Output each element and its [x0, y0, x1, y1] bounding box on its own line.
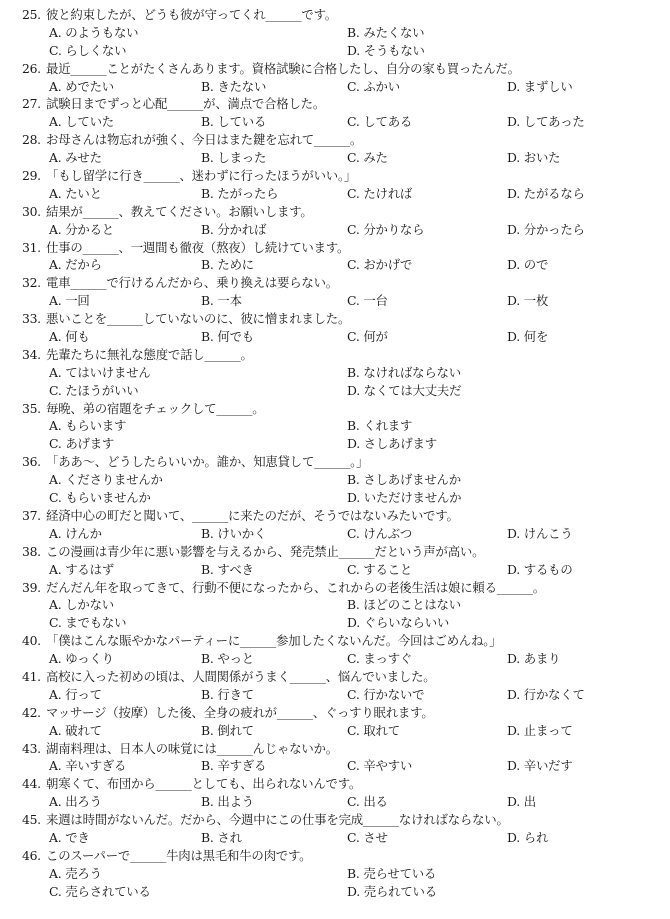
question-stem [22, 543, 668, 561]
option-row [49, 561, 668, 579]
answer-option: A. くださりませんか [49, 472, 163, 488]
answer-option: A. 何も [49, 329, 90, 345]
question-sheet [22, 6, 668, 901]
question-text: 彼と約束したが、どうも彼が守ってくれ______です。 [46, 7, 337, 22]
question-number: 45. [22, 812, 41, 828]
answer-option: B. 倒れて [201, 722, 254, 738]
answer-option: C. 取れて [347, 722, 400, 738]
answer-option: D. 行かなくて [507, 686, 585, 702]
question-item [22, 346, 668, 400]
question-text: 朝寒くて、布団から______としても、出られないんです。 [46, 776, 362, 792]
answer-option: D. ので [507, 257, 549, 273]
answer-option: C. たければ [347, 185, 413, 201]
question-text: 先輩たちに無礼な態度で話し______。 [46, 346, 253, 362]
question-item [22, 6, 668, 60]
answer-option: C. させ [347, 829, 388, 845]
question-number: 42. [22, 704, 41, 720]
answer-option: C. 分かりなら [347, 221, 425, 237]
question-item [22, 579, 668, 633]
question-stem [22, 400, 668, 418]
question-stem [22, 579, 668, 597]
answer-option: A. 出ろう [49, 794, 102, 810]
question-text: 仕事の______、一週間も徹夜（熬夜）し続けています。 [46, 239, 350, 255]
answer-option: A. てはいけません [49, 364, 151, 380]
question-number: 38. [22, 543, 41, 559]
answer-option: A. するはず [49, 561, 114, 577]
question-item [22, 632, 668, 668]
question-text: お母さんは物忘れが強く、今日はまた鍵を忘れて______。 [46, 132, 363, 148]
question-stem [22, 632, 668, 650]
question-stem [22, 167, 668, 185]
question-item [22, 274, 668, 310]
answer-option: D. られ [507, 829, 549, 845]
question-item [22, 203, 668, 239]
answer-option: B. しまった [201, 150, 267, 166]
question-number: 27. [22, 96, 41, 112]
question-text: マッサージ（按摩）した後、全身の疲れが______、ぐっすり眠れます。 [46, 704, 434, 720]
question-item [22, 507, 668, 543]
option-row [49, 24, 668, 42]
question-stem [22, 6, 668, 24]
answer-option: C. あげます [49, 436, 115, 452]
question-item [22, 310, 668, 346]
option-row [49, 793, 668, 811]
question-text: 結果が______、教えてください。お願いします。 [46, 203, 313, 219]
answer-option: B. すべき [201, 561, 254, 577]
answer-option: C. まっすぐ [347, 651, 413, 667]
question-item [22, 95, 668, 131]
option-row [49, 614, 668, 632]
answer-option: A. 辛いすぎる [49, 758, 127, 774]
answer-option: C. までもない [49, 615, 127, 631]
question-stem [22, 131, 668, 149]
answer-option: D. してあった [507, 114, 585, 130]
question-stem [22, 668, 668, 686]
answer-option: A. 分かると [49, 221, 114, 237]
option-row [49, 185, 668, 203]
answer-option: A. していた [49, 114, 114, 130]
question-number: 34. [22, 346, 41, 362]
answer-option: C. 出る [347, 794, 388, 810]
question-text: 「僕はこんな賑やかなパーティーに______参加したくないんだ。今回はごめんね。」 [46, 633, 502, 649]
option-row [49, 221, 668, 239]
answer-option: B. ほどのことはない [347, 597, 461, 613]
answer-option: B. きたない [201, 78, 267, 94]
option-row [49, 883, 668, 901]
option-row [49, 489, 668, 507]
question-number: 44. [22, 776, 41, 792]
option-row [49, 471, 668, 489]
answer-option: A. 破れて [49, 722, 102, 738]
question-stem [22, 203, 668, 221]
question-stem [22, 239, 668, 257]
answer-option: B. たがったら [201, 185, 279, 201]
answer-option: D. 売られている [347, 883, 437, 899]
question-text: 高校に入った初めの頃は、人間関係がうまく______、悩んでいました。 [46, 668, 436, 684]
option-row [49, 42, 668, 60]
question-stem [22, 507, 668, 525]
question-text: 経済中心の町だと聞いて、______に来たのだが、そうではないみたいです。 [46, 507, 459, 523]
answer-option: B. くれます [347, 418, 413, 434]
question-item [22, 668, 668, 704]
question-stem [22, 346, 668, 364]
answer-option: B. 売らせている [347, 865, 437, 881]
question-stem [22, 740, 668, 758]
answer-option: D. さしあげます [347, 436, 437, 452]
option-row [49, 650, 668, 668]
question-stem [22, 847, 668, 865]
question-number: 32. [22, 275, 41, 291]
answer-option: D. なくては大丈夫だ [347, 382, 462, 398]
question-number: 33. [22, 311, 41, 327]
question-number: 25. [22, 7, 41, 22]
option-row [49, 417, 668, 435]
answer-option: A. でき [49, 829, 90, 845]
answer-option: A. 売ろう [49, 865, 102, 881]
question-stem [22, 704, 668, 722]
option-row [49, 722, 668, 740]
option-row [49, 328, 668, 346]
question-number: 30. [22, 203, 41, 219]
answer-option: A. けんか [49, 525, 102, 541]
option-row [49, 686, 668, 704]
question-text: 電車______で行けるんだから、乗り換えは要らない。 [46, 275, 338, 291]
question-text: だんだん年を取ってきて、行動不便になったから、これからの老後生活は娘に頼る______。 [46, 579, 545, 595]
answer-option: C. 辛やすい [347, 758, 413, 774]
question-item [22, 543, 668, 579]
question-text: このスーパーで______牛肉は黒毛和牛の肉です。 [46, 847, 312, 863]
answer-option: B. 辛すぎる [201, 758, 267, 774]
answer-option: C. らしくない [49, 42, 127, 58]
question-text: 「ああ～、どうしたらいいか。誰か、知恵貸して______。」 [46, 454, 369, 470]
answer-option: A. しかない [49, 597, 114, 613]
question-number: 26. [22, 60, 41, 76]
answer-option: A. みせた [49, 150, 102, 166]
answer-option: A. たいと [49, 185, 102, 201]
question-stem [22, 310, 668, 328]
question-number: 39. [22, 579, 41, 595]
question-stem [22, 274, 668, 292]
option-row [49, 865, 668, 883]
answer-option: D. 止まって [507, 722, 573, 738]
question-number: 28. [22, 132, 41, 148]
answer-option: D. おいた [507, 150, 561, 166]
answer-option: C. 行かないで [347, 686, 425, 702]
option-row [49, 596, 668, 614]
answer-option: D. あまり [507, 651, 561, 667]
answer-option: D. 辛いだす [507, 758, 573, 774]
option-row [49, 829, 668, 847]
question-number: 31. [22, 239, 41, 255]
answer-option: A. もらいます [49, 418, 127, 434]
question-item [22, 239, 668, 275]
question-number: 41. [22, 668, 41, 684]
answer-option: C. けんぶつ [347, 525, 413, 541]
question-text: 毎晩、弟の宿題をチェックして______。 [46, 400, 265, 416]
question-item [22, 167, 668, 203]
answer-option: B. ために [201, 257, 254, 273]
option-row [49, 149, 668, 167]
answer-option: B. している [201, 114, 267, 130]
answer-option: A. 行って [49, 686, 102, 702]
question-stem [22, 775, 668, 793]
question-stem [22, 60, 668, 78]
answer-option: D. いただけませんか [347, 490, 462, 506]
answer-option: B. さしあげませんか [347, 472, 461, 488]
question-item [22, 60, 668, 96]
answer-option: B. みたくない [347, 24, 425, 40]
answer-option: D. まずしい [507, 78, 573, 94]
answer-option: A. ゆっくり [49, 651, 114, 667]
question-item [22, 811, 668, 847]
answer-option: A. のようもない [49, 24, 139, 40]
question-stem [22, 95, 668, 113]
question-item [22, 775, 668, 811]
option-row [49, 382, 668, 400]
question-item [22, 704, 668, 740]
answer-option: C. おかげで [347, 257, 413, 273]
answer-option: B. やっと [201, 651, 254, 667]
answer-option: C. 売らされている [49, 883, 151, 899]
answer-option: B. 行きて [201, 686, 254, 702]
question-number: 37. [22, 507, 41, 523]
answer-option: A. 一回 [49, 293, 90, 309]
question-text: 来週は時間がないんだ。だから、今週中にこの仕事を完成______なければならない。 [46, 812, 509, 828]
question-number: 35. [22, 400, 41, 416]
question-number: 40. [22, 633, 41, 649]
option-row [49, 757, 668, 775]
answer-option: D. そうもない [347, 42, 425, 58]
question-item [22, 453, 668, 507]
question-item [22, 400, 668, 454]
answer-option: D. するもの [507, 561, 573, 577]
answer-option: B. 分かれば [201, 221, 267, 237]
answer-option: D. たがるなら [507, 185, 585, 201]
answer-option: B. 出よう [201, 794, 254, 810]
answer-option: B. なければならない [347, 364, 461, 380]
option-row [49, 78, 668, 96]
answer-option: C. ふかい [347, 78, 400, 94]
answer-option: C. してある [347, 114, 413, 130]
question-text: 湖南料理は、日本人の味覚には______んじゃないか。 [46, 740, 338, 756]
answer-option: A. めでたい [49, 78, 114, 94]
question-number: 43. [22, 740, 41, 756]
option-row [49, 364, 668, 382]
question-item [22, 847, 668, 901]
option-row [49, 525, 668, 543]
question-stem [22, 453, 668, 471]
option-row [49, 435, 668, 453]
question-text: 最近______ことがたくさんあります。資格試験に合格したし、自分の家も買ったんだ。 [46, 60, 520, 76]
option-row [49, 113, 668, 131]
answer-option: C. 一台 [347, 293, 388, 309]
answer-option: D. ぐらいならいい [347, 615, 450, 631]
question-item [22, 131, 668, 167]
answer-option: B. され [201, 829, 242, 845]
question-text: 「もし留学に行き______、迷わずに行ったほうがいい。」 [46, 168, 357, 184]
answer-option: D. けんこう [507, 525, 573, 541]
answer-option: B. 何でも [201, 329, 254, 345]
answer-option: B. 一本 [201, 293, 242, 309]
option-row [49, 256, 668, 274]
question-number: 36. [22, 454, 41, 470]
question-text: 試験日までずっと心配______が、満点で合格した。 [46, 96, 326, 112]
answer-option: C. みた [347, 150, 388, 166]
answer-option: C. すること [347, 561, 413, 577]
answer-option: D. 何を [507, 329, 549, 345]
question-number: 29. [22, 168, 41, 184]
question-stem [22, 811, 668, 829]
answer-option: A. だから [49, 257, 102, 273]
answer-option: D. 一枚 [507, 293, 549, 309]
answer-option: C. たほうがいい [49, 382, 139, 398]
answer-option: C. 何が [347, 329, 388, 345]
option-row [49, 292, 668, 310]
question-number: 46. [22, 847, 41, 863]
question-item [22, 740, 668, 776]
question-text: この漫画は青少年に悪い影響を与えるから、発売禁止______だという声が高い。 [46, 543, 485, 559]
answer-option: B. けいかく [201, 525, 267, 541]
answer-option: C. もらいませんか [49, 490, 151, 506]
answer-option: D. 出 [507, 794, 536, 810]
answer-option: D. 分かったら [507, 221, 585, 237]
question-text: 悪いことを______していないのに、彼に憎まれました。 [46, 311, 351, 327]
